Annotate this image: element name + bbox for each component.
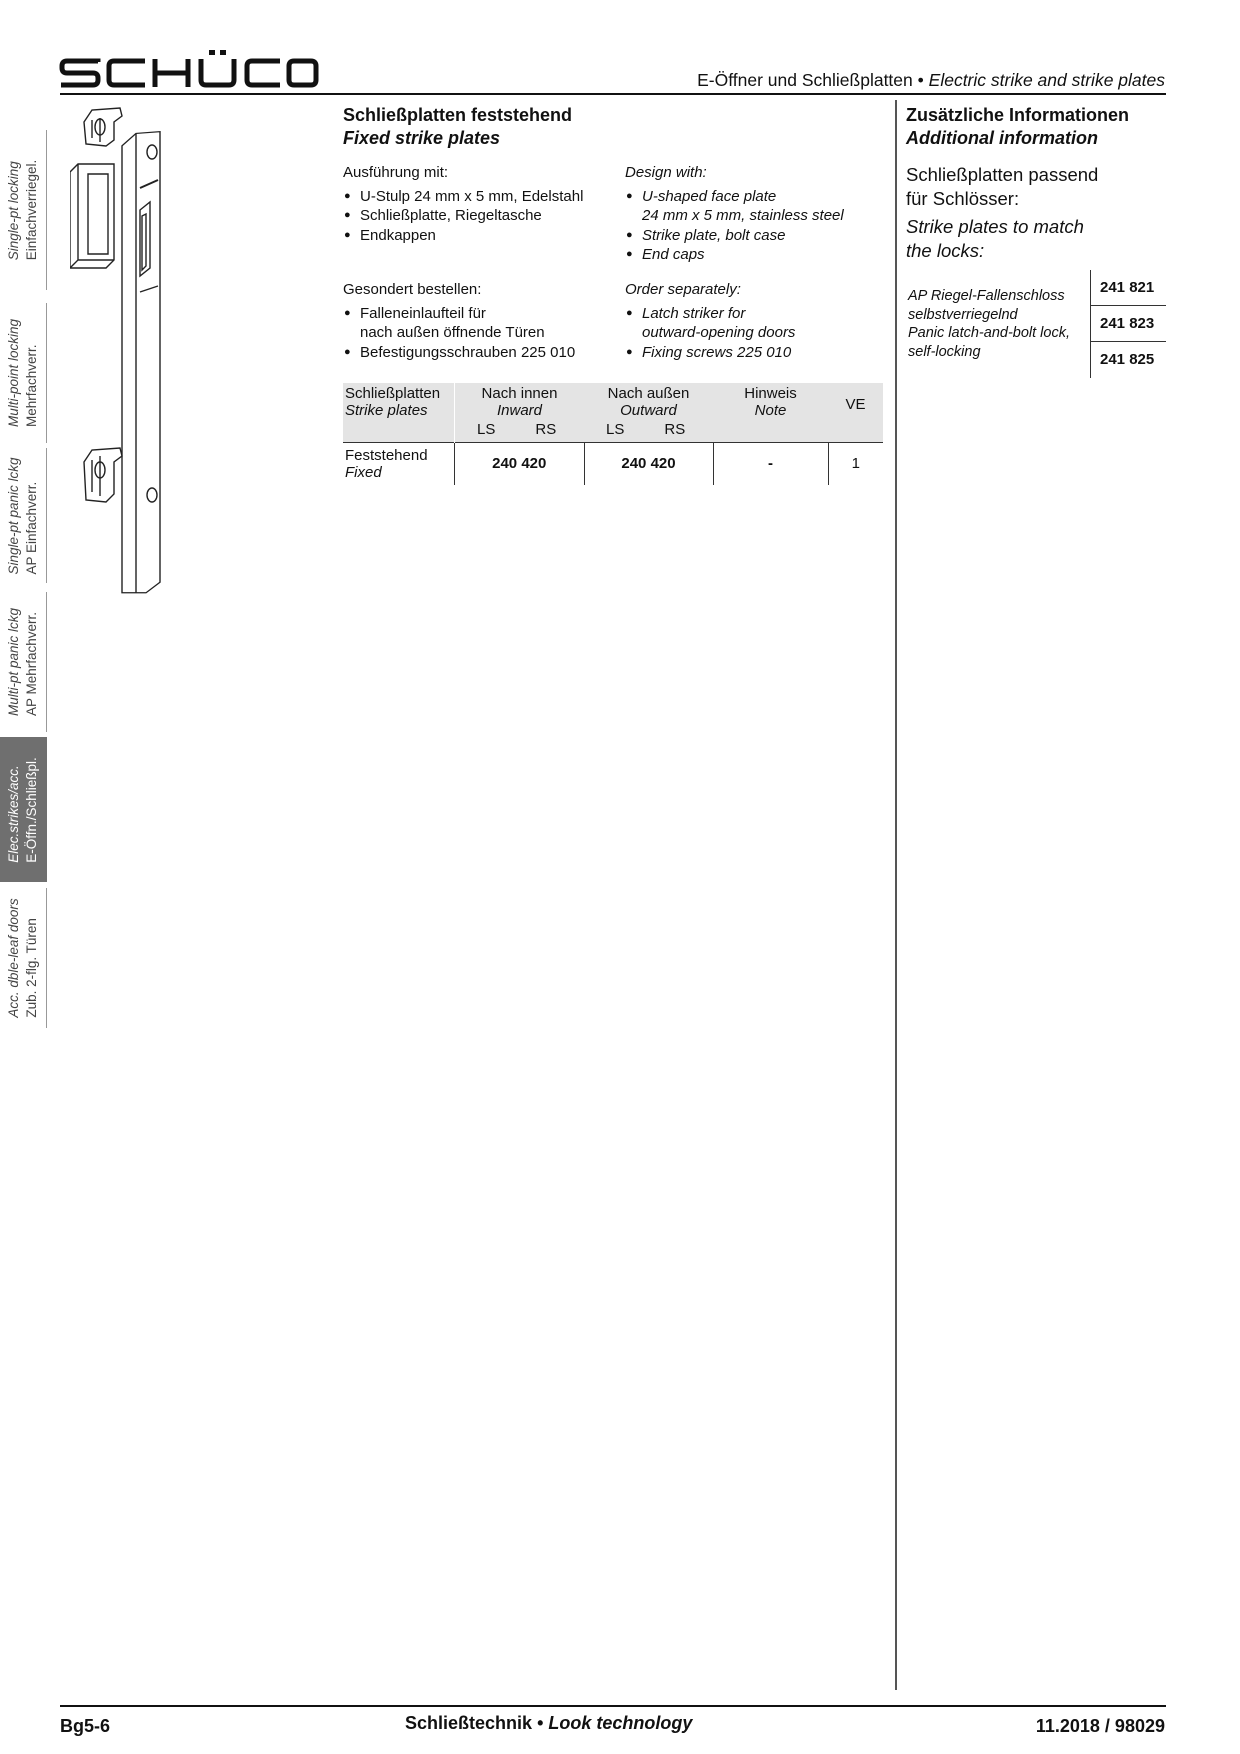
section-title-de: Schließplatten feststehend bbox=[343, 105, 573, 125]
section-title-en: Fixed strike plates bbox=[343, 128, 501, 148]
design-en: Design with: ● U-shaped face plate 24 mm x 5 mm, stainless steel ● Strike plate, bolt case ● End caps bbox=[625, 163, 895, 265]
order-en: Order separately: ● Latch striker for outward-opening doors ● Fixing screws 225 010 bbox=[625, 280, 895, 362]
list-item: ● Strike plate, bolt case bbox=[625, 226, 895, 246]
table-header-row: Schließplatten Strike plates Nach innen Inward LS RS Nach außen Outward LS RS Hinweis Note VE bbox=[343, 383, 883, 443]
list-item: ● Schließplatte, Riegeltasche bbox=[343, 206, 613, 226]
list-item: ● U-shaped face plate 24 mm x 5 mm, stainless steel bbox=[625, 187, 895, 226]
schueco-logo bbox=[58, 50, 320, 90]
lock-table-rule bbox=[1090, 341, 1166, 342]
header-title: E-Öffner und Schließplatten • Electric strike and strike plates bbox=[697, 70, 1165, 90]
column-divider bbox=[895, 100, 897, 1690]
lock-description: AP Riegel-Fallenschloss selbstverriegelnd Panic latch-and-bolt lock, self-locking bbox=[908, 288, 1070, 360]
lock-code: 241 825 bbox=[1100, 351, 1155, 368]
fits-locks-en: Strike plates to match the locks: bbox=[906, 216, 1084, 261]
side-tab-multi-point-locking[interactable]: Multi-point locking Mehrfachverr. bbox=[0, 303, 47, 443]
lock-code: 241 823 bbox=[1100, 315, 1155, 332]
lock-code: 241 821 bbox=[1100, 279, 1155, 296]
additional-info-title: Zusätzliche Informationen Additional information bbox=[906, 105, 1130, 148]
lock-table-rule bbox=[1090, 305, 1166, 306]
side-tab-multi-pt-panic[interactable]: Multi-pt panic lckg AP Mehrfachverr. bbox=[0, 592, 47, 732]
side-tab-single-pt-locking[interactable]: Single-pt locking Einfachverriegel. bbox=[0, 130, 47, 290]
footer-date: 11.2018 / 98029 bbox=[1035, 1716, 1165, 1736]
design-de: Ausführung mit: ● U-Stulp 24 mm x 5 mm, Edelstahl ● Schließplatte, Riegeltasche ● Endkappen bbox=[343, 163, 613, 245]
page-number: Bg5-6 bbox=[60, 1716, 111, 1736]
footer-rule bbox=[60, 1705, 1166, 1707]
list-item: ● Falleneinlaufteil für nach außen öffnende Türen bbox=[343, 304, 618, 343]
strike-plate-drawing bbox=[70, 100, 210, 600]
list-item: ● Befestigungsschrauben 225 010 bbox=[343, 343, 618, 363]
list-item: ● Fixing screws 225 010 bbox=[625, 343, 895, 363]
side-tab-single-pt-panic[interactable]: Single-pt panic lckg AP Einfachverr. bbox=[0, 448, 47, 583]
strike-plates-table bbox=[343, 383, 883, 485]
header-rule bbox=[60, 93, 1166, 95]
list-item: ● End caps bbox=[625, 245, 895, 265]
lock-table-divider bbox=[1090, 270, 1091, 378]
table-row: Feststehend Fixed 240 420 240 420 - 1 bbox=[343, 443, 883, 486]
order-de: Gesondert bestellen: ● Falleneinlaufteil für nach außen öffnende Türen ● Befestigungsschrauben 225 010 bbox=[343, 280, 618, 362]
side-tab-double-leaf-doors[interactable]: Acc. dble-leaf doors Zub. 2-flg. Türen bbox=[0, 888, 47, 1028]
side-tab-electric-strikes[interactable]: Elec.strikes/acc. E-Öffn./Schließpl. bbox=[0, 737, 47, 882]
list-item: ● Endkappen bbox=[343, 226, 613, 246]
list-item: ● U-Stulp 24 mm x 5 mm, Edelstahl bbox=[343, 187, 613, 207]
footer-title: Schließtechnik • Look technology bbox=[405, 1713, 693, 1733]
fits-locks-de: Schließplatten passend für Schlösser: bbox=[906, 164, 1099, 209]
list-item: ● Latch striker for outward-opening doors bbox=[625, 304, 895, 343]
